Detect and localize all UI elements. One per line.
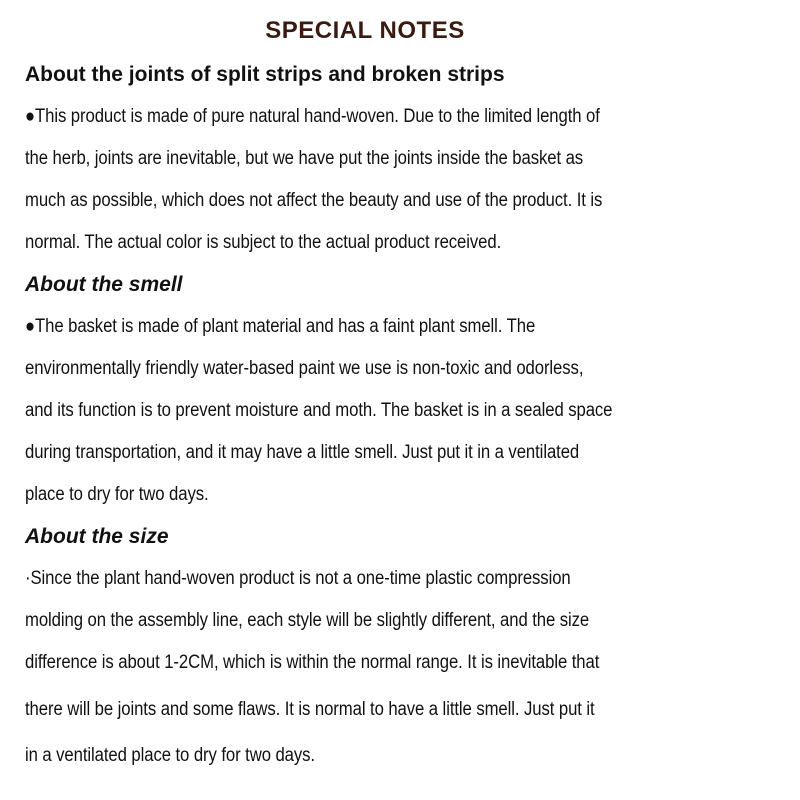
section-size-line: there will be joints and some flaws. It is normal to have a little smell. Just put it xyxy=(25,699,595,720)
section-smell-line: during transportation, and it may have a little smell. Just put it in a ventilated xyxy=(25,442,580,463)
section-joints-line: the herb, joints are inevitable, but we have put the joints inside the basket as xyxy=(25,148,584,169)
section-smell-line: place to dry for two days. xyxy=(25,484,209,505)
section-size-line: molding on the assembly line, each style will be slightly different, and the size xyxy=(25,610,590,631)
section-joints-heading: About the joints of split strips and broken strips xyxy=(25,63,505,86)
section-size-line: difference is about 1-2CM, which is within the normal range. It is inevitable that xyxy=(25,652,600,673)
section-smell-line: ●The basket is made of plant material and has a faint plant smell. The xyxy=(25,316,536,337)
section-size-heading: About the size xyxy=(25,525,169,548)
section-joints-line: normal. The actual color is subject to the actual product received. xyxy=(25,232,502,253)
section-size-line: in a ventilated place to dry for two days. xyxy=(25,745,316,766)
section-size-line: ·Since the plant hand-woven product is not a one-time plastic compression xyxy=(25,568,571,589)
section-smell-line: and its function is to prevent moisture and moth. The basket is in a sealed space xyxy=(25,400,613,421)
special-notes-title: SPECIAL NOTES xyxy=(265,17,465,44)
section-smell-heading: About the smell xyxy=(25,273,183,296)
section-joints-line: much as possible, which does not affect the beauty and use of the product. It is xyxy=(25,190,603,211)
section-joints-line: ●This product is made of pure natural hand-woven. Due to the limited length of xyxy=(25,106,600,127)
section-smell-line: environmentally friendly water-based paint we use is non-toxic and odorless, xyxy=(25,358,584,379)
